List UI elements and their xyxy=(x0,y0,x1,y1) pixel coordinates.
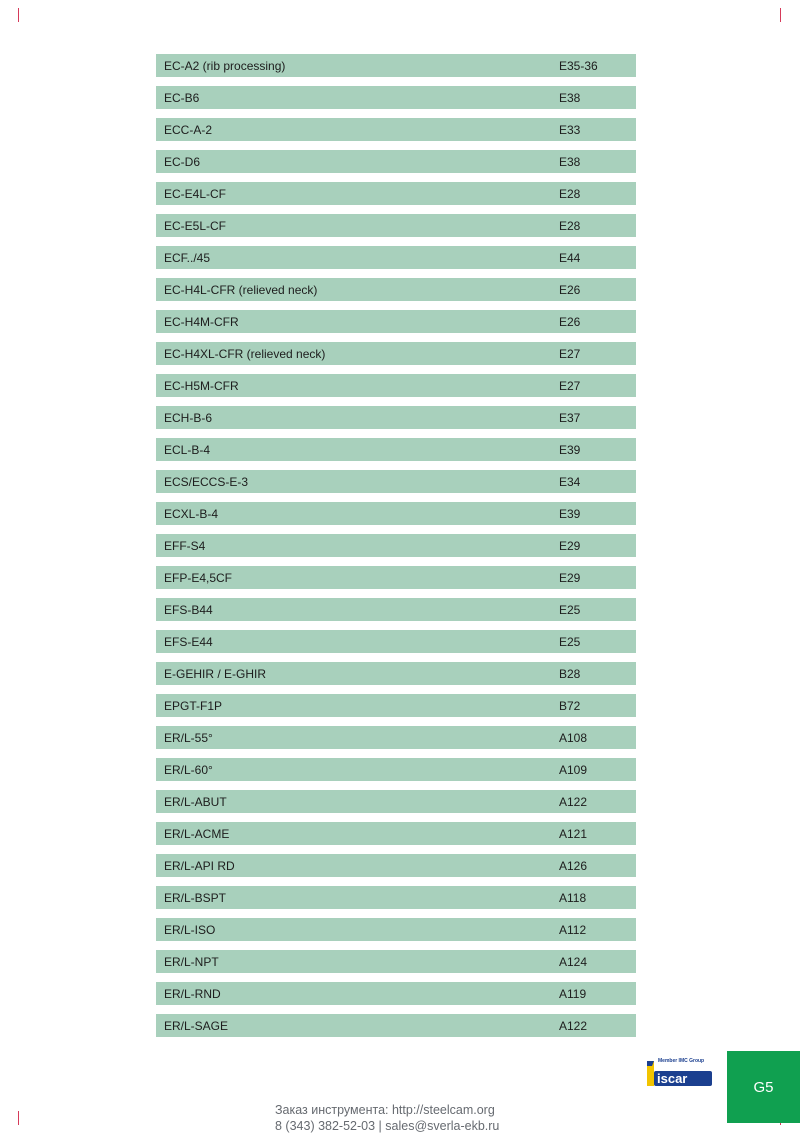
table-row xyxy=(156,406,636,429)
item-name: ECXL-B-4 xyxy=(164,507,219,521)
item-name: EFP-E4,5CF xyxy=(164,571,233,585)
page-reference: E38 xyxy=(559,91,581,105)
table-row xyxy=(156,470,636,493)
item-name: EFS-B44 xyxy=(164,603,213,617)
item-name: EFF-S4 xyxy=(164,539,206,553)
page-reference: A118 xyxy=(559,891,587,905)
item-name: ER/L-NPT xyxy=(164,955,219,969)
page-reference: E26 xyxy=(559,283,581,297)
footer-order-line: Заказ инструмента: http://steelcam.org xyxy=(275,1103,495,1117)
page-reference: E38 xyxy=(559,155,581,169)
item-name: ECS/ECCS-E-3 xyxy=(164,475,249,489)
page-reference: E33 xyxy=(559,123,581,137)
page-reference: E28 xyxy=(559,187,581,201)
table-row xyxy=(156,918,636,941)
page-reference: A121 xyxy=(559,827,588,841)
page-reference: E37 xyxy=(559,411,581,425)
table-row xyxy=(156,790,636,813)
logo-member-text: Member IMC Group xyxy=(658,1058,705,1064)
table-row xyxy=(156,246,636,269)
item-name: EC-H5M-CFR xyxy=(164,379,239,393)
page-reference: A122 xyxy=(559,795,588,809)
item-name: EFS-E44 xyxy=(164,635,213,649)
table-row xyxy=(156,118,636,141)
item-name: ER/L-ISO xyxy=(164,923,216,937)
table-row xyxy=(156,342,636,365)
table-row xyxy=(156,630,636,653)
table-row xyxy=(156,566,636,589)
page-reference: E39 xyxy=(559,443,581,457)
table-row xyxy=(156,502,636,525)
page-reference: E39 xyxy=(559,507,581,521)
page-reference: E26 xyxy=(559,315,581,329)
footer xyxy=(275,1102,499,1134)
footer-contact-line: 8 (343) 382-52-03 | sales@sverla-ekb.ru xyxy=(275,1119,500,1133)
table-row xyxy=(156,534,636,557)
item-name: EC-A2 (rib processing) xyxy=(164,59,286,73)
page-reference: E25 xyxy=(559,635,581,649)
item-name: EC-H4M-CFR xyxy=(164,315,239,329)
crop-mark-bottom-left xyxy=(18,1111,19,1125)
item-name: ECC-A-2 xyxy=(164,123,213,137)
page-reference: E29 xyxy=(559,571,581,585)
table-row xyxy=(156,214,636,237)
logo-brand: iscar xyxy=(657,1071,688,1086)
table-row xyxy=(156,54,636,77)
page-reference: A126 xyxy=(559,859,588,873)
table-row xyxy=(156,854,636,877)
item-name: EC-D6 xyxy=(164,155,201,169)
table-row xyxy=(156,758,636,781)
item-name: EC-E4L-CF xyxy=(164,187,227,201)
table-row xyxy=(156,278,636,301)
table-row xyxy=(156,950,636,973)
page-reference: E28 xyxy=(559,219,581,233)
item-name: E-GEHIR / E-GHIR xyxy=(164,667,267,681)
page-reference: E27 xyxy=(559,347,581,361)
crop-mark-top-right xyxy=(780,8,781,22)
page-reference: E29 xyxy=(559,539,581,553)
page-reference: A108 xyxy=(559,731,588,745)
page-reference: E25 xyxy=(559,603,581,617)
item-name: ECH-B-6 xyxy=(164,411,213,425)
item-name: EC-H4L-CFR (relieved neck) xyxy=(164,283,318,297)
page-reference: A122 xyxy=(559,1019,588,1033)
item-name: ECL-B-4 xyxy=(164,443,211,457)
section-tab-label: G5 xyxy=(753,1078,774,1096)
table-row xyxy=(156,86,636,109)
item-name: EC-H4XL-CFR (relieved neck) xyxy=(164,347,326,361)
item-name: EC-B6 xyxy=(164,91,200,105)
item-name: EPGT-F1P xyxy=(164,699,223,713)
iscar-logo xyxy=(646,1058,712,1088)
item-name: ER/L-ABUT xyxy=(164,795,227,809)
item-name: ER/L-API RD xyxy=(164,859,235,873)
table-row xyxy=(156,982,636,1005)
page-reference: A109 xyxy=(559,763,588,777)
table-row xyxy=(156,694,636,717)
table-row xyxy=(156,150,636,173)
section-tab xyxy=(727,1051,800,1123)
table-row xyxy=(156,438,636,461)
table-row xyxy=(156,374,636,397)
page-reference: E27 xyxy=(559,379,581,393)
table-row xyxy=(156,598,636,621)
page-reference: B72 xyxy=(559,699,581,713)
table-row xyxy=(156,310,636,333)
page-reference: E34 xyxy=(559,475,581,489)
page-reference: B28 xyxy=(559,667,581,681)
page-reference: A124 xyxy=(559,955,588,969)
index-table xyxy=(156,54,636,1046)
item-name: ER/L-ACME xyxy=(164,827,230,841)
item-name: ER/L-RND xyxy=(164,987,221,1001)
item-name: ER/L-SAGE xyxy=(164,1019,229,1033)
page-reference: E35-36 xyxy=(559,59,598,73)
table-row xyxy=(156,886,636,909)
crop-mark-top-left xyxy=(18,8,19,22)
item-name: ER/L-60° xyxy=(164,763,213,777)
item-name: ER/L-55° xyxy=(164,731,213,745)
item-name: ECF../45 xyxy=(164,251,211,265)
table-row xyxy=(156,182,636,205)
page-reference: A119 xyxy=(559,987,587,1001)
page-reference: A112 xyxy=(559,923,587,937)
page-reference: E44 xyxy=(559,251,581,265)
item-name: ER/L-BSPT xyxy=(164,891,227,905)
table-row xyxy=(156,1014,636,1037)
table-row xyxy=(156,662,636,685)
item-name: EC-E5L-CF xyxy=(164,219,227,233)
table-row xyxy=(156,726,636,749)
table-row xyxy=(156,822,636,845)
